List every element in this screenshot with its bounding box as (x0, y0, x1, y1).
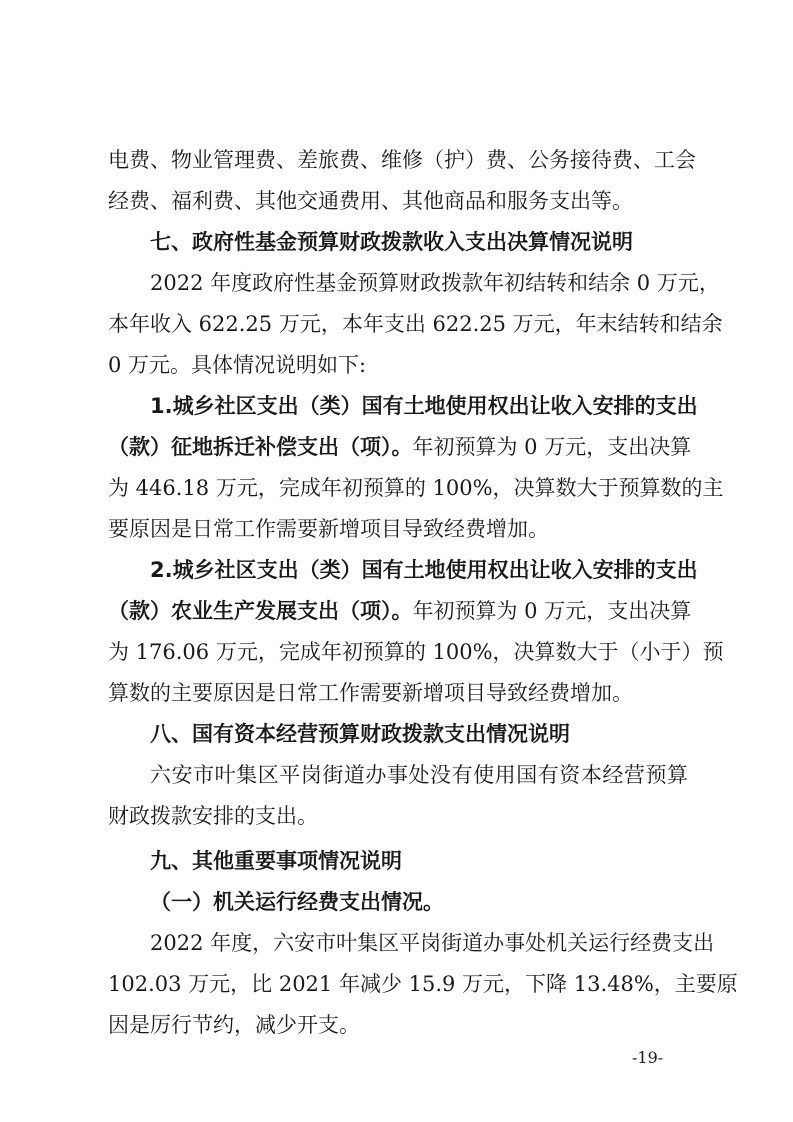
text-line: 102.03 万元，比 2021 年减少 15.9 万元，下降 13.48%，主要原 (108, 972, 738, 996)
text-line: 经费、福利费、其他交通费用、其他商品和服务支出等。 (108, 189, 633, 213)
item-1-title-bold: （款）征地拆迁补偿支出（项）。 (108, 435, 413, 459)
subsection-heading: （一）机关运行经费支出情况。 (150, 890, 444, 914)
item-1-text: 年初预算为 0 万元，支出决算 (412, 435, 692, 459)
text-line: 六安市叶集区平岗街道办事处没有使用国有资本经营预算 (150, 763, 688, 787)
text-line (108, 596, 692, 626)
page-number: -19- (632, 1048, 664, 1067)
text-line (108, 432, 692, 462)
section-heading-8: 八、国有资本经营预算财政拨款支出情况说明 (150, 722, 570, 746)
item-heading-1: 1.城乡社区支出（类）国有土地使用权出让收入安排的支出 (150, 394, 698, 418)
item-2-title-bold: （款）农业生产发展支出（项）。 (108, 599, 413, 623)
text-line: 因是厉行节约，减少开支。 (108, 1013, 360, 1037)
text-line: 2022 年度，六安市叶集区平岗街道办事处机关运行经费支出 (150, 931, 715, 955)
section-heading-7: 七、政府性基金预算财政拨款收入支出决算情况说明 (150, 230, 633, 254)
text-line: 算数的主要原因是日常工作需要新增项目导致经费增加。 (108, 681, 633, 705)
text-line: 0 万元。具体情况说明如下: (108, 353, 367, 377)
section-heading-9: 九、其他重要事项情况说明 (150, 849, 402, 873)
item-2-text: 年初预算为 0 万元，支出决算 (412, 599, 692, 623)
text-line: 财政拨款安排的支出。 (108, 804, 318, 828)
text-line: 2022 年度政府性基金预算财政拨款年初结转和结余 0 万元， (150, 271, 720, 295)
text-line: 为 176.06 万元，完成年初预算的 100%，决算数大于（小于）预 (108, 640, 724, 664)
text-line: 为 446.18 万元，完成年初预算的 100%，决算数大于预算数的主 (108, 476, 724, 500)
text-line: 本年收入 622.25 万元，本年支出 622.25 万元，年末结转和结余 (108, 312, 723, 336)
item-heading-2: 2.城乡社区支出（类）国有土地使用权出让收入安排的支出 (150, 558, 698, 582)
text-line: 电费、物业管理费、差旅费、维修（护）费、公务接待费、工会 (108, 148, 696, 172)
text-line: 要原因是日常工作需要新增项目导致经费增加。 (108, 517, 549, 541)
